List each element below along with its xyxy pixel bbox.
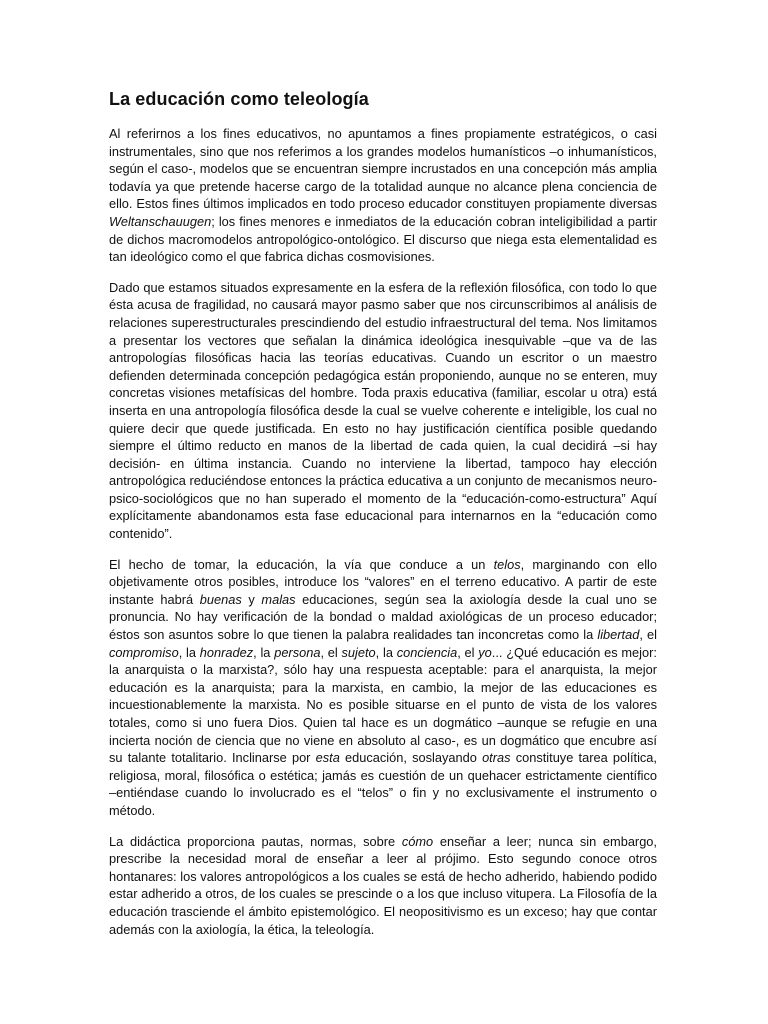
text-run: , el [320,644,342,660]
text-run: , el [639,627,657,643]
italic-term: conciencia [396,644,458,660]
text-run: El hecho de tomar, la educación, la vía que conduce a un [109,556,494,572]
text-run: , la [375,644,397,660]
text-run: constituye tarea política, religiosa, moral, filosófica o estética; jamás es cuestión de un quehacer estrictamente científico –entiéndase cuando lo involucrado es el “telos” o fin y no exclusivamente el instrumento o método. [109,750,657,818]
text-run: y [241,591,262,607]
text-run: , marginando con ello objetivamente otros posibles, introduce los “valores” en el terreno educativo. A partir de este instante habrá [109,556,657,607]
paragraph-1 [109,125,657,266]
italic-term: honradez [199,644,254,660]
italic-term: malas [261,591,296,607]
italic-term: sujeto [341,644,376,660]
italic-term: esta [315,750,340,766]
italic-term: libertad [597,627,640,643]
italic-term: Weltanschauugen [109,213,212,229]
italic-term: buenas [199,591,242,607]
text-run: , el [457,644,479,660]
text-run: La didáctica proporciona pautas, normas, sobre [109,833,402,849]
italic-term: compromiso [109,644,179,660]
paragraph-2 [109,279,657,543]
text-run: enseñar a leer; nunca sin embargo, prescribe la necesidad moral de enseñar a leer al prójimo. Esto segundo conoce otros hontanares: los valores antropológicos a los cuales se está de hecho adherido, habiendo podido estar adherido a otros, de los cuales se prescinde o a los que incluso vitupera. La Filosofía de la educación trasciende el ámbito epistemológico. El neopositivismo es un exceso; hay que contar además con la axiología, la ética, la teleología. [109,833,657,937]
text-run: , la [253,644,275,660]
italic-term: persona [274,644,321,660]
text-run: Dado que estamos situados expresamente en la esfera de la reflexión filosófica, con todo lo que ésta acusa de fragilidad, no causará mayor pasmo saber que nos circunscribimos al análisis de relaciones superestructurales prescindiendo del estudio infraestructural del tema. Nos limitamos a presentar los vectores que señalan la dinámica ideológica inesquivable –que va de las antropologías filosóficas hacia las teorías educativas. Cuando un escritor o un maestro defienden determinada concepción pedagógica están proponiendo, aunque no se enteren, muy concretas visiones metafísicas del hombre. Toda praxis educativa (familiar, escolar u otra) está inserta en una antropología filosófica desde la cual se vuelve coherente e inteligible, los cual no quiere decir que quede justificada. En esto no hay justificación científica posible quedando siempre el último reducto en manos de la libertad de cada quien, la cual decidirá –si hay decisión- en última instancia. Cuando no interviene la libertad, tampoco hay elección antropológica reduciéndose entonces la práctica educativa a un conjunto de mecanismos neuro-psico-sociológicos que no han superado el momento de la “educación-como-estructura” Aquí explícitamente abandonamos esta fase educacional para internarnos en la “educación como contenido”. [109,279,657,542]
page-title: La educación como teleología [109,89,369,109]
text-run: educaciones, según sea la axiología desde la cual uno se pronuncia. No hay verificación de la bondad o maldad axiológicas de un proceso educador; éstos son asuntos sobre lo que tienen la palabra realidades tan inconcretas como la [109,591,657,643]
text-run: , la [178,644,200,660]
text-run: Al referirnos a los fines educativos, no apuntamos a fines propiamente estratégicos, o casi instrumentales, sino que nos referimos a los grandes modelos humanísticos –o inhumanísticos, según el caso-, modelos que se encuentran siempre incrustados en una concepción más amplia todavía ya que pretende hacerse cargo de la totalidad aunque no alcance plena conciencia de ello. Estos fines últimos implicados en todo proceso educador constituyen propiamente diversas [109,126,657,212]
text-run: educación, soslayando [339,750,483,766]
text-run: ... ¿Qué educación es mejor: la anarquista o la marxista?, sólo hay una respuesta aceptable: para el anarquista, la mejor educación es la anarquista; para la marxista, en cambio, la mejor de las educaciones es incuestionablemente la marxista. No es posible situarse en el punto de vista de los valores totales, como si uno fuera Dios. Quien tal hace es un dogmático –aunque se refugie en una incierta noción de ciencia que no viene en absoluto al caso-, es un dogmático que encubre así su talante totalitario. Inclinarse por [109,644,657,766]
text-run: ; los fines menores e inmediatos de la educación cobran inteligibilidad a partir de dichos macromodelos antropológico-ontológico. El discurso que niega esta elementalidad es tan ideológico como el que fabrica dichas cosmovisiones. [109,213,657,265]
italic-term: telos [493,556,521,572]
italic-term: cómo [401,833,434,849]
document-body [109,86,657,951]
italic-term: yo [478,644,492,660]
paragraph-4 [109,833,657,939]
italic-term: otras [482,750,511,766]
paragraph-3 [109,556,657,820]
